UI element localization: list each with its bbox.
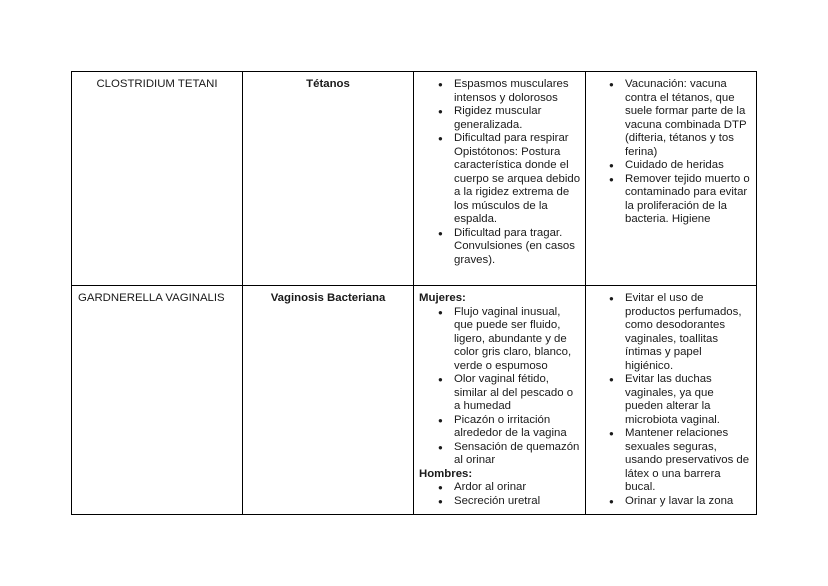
list-item: ● Orinar y lavar la zona — [625, 495, 752, 509]
organism-cell: GARDNERELLA VAGINALIS — [72, 286, 243, 515]
list-item: ● Remover tejido muerto o contaminado para evitar la proliferación de la bacteria. Higiene — [625, 173, 752, 227]
list-item: ● Dificultad para tragar. Convulsiones (en casos graves). — [454, 227, 581, 268]
symptoms-cell — [414, 72, 586, 286]
list-item: ● Picazón o irritación alrededor de la vagina — [454, 414, 581, 441]
disease-cell: Tétanos — [243, 72, 414, 286]
list-item: ● Dificultad para respirar Opistótonos: Postura característica donde el cuerpo se arquea debido a la rigidez extrema de los músculos de la espalda. — [454, 132, 581, 227]
list-item: ● Espasmos musculares intensos y dolorosos — [454, 78, 581, 105]
women-heading: Mujeres: — [419, 292, 466, 304]
disease-cell: Vaginosis Bacteriana — [243, 286, 414, 515]
disease-table — [71, 71, 757, 515]
list-item: ● Rigidez muscular generalizada. — [454, 105, 581, 132]
men-heading: Hombres: — [419, 467, 473, 480]
list-item: ● Secreción uretral — [454, 495, 581, 509]
symptoms-cell — [414, 286, 586, 515]
list-item-continuation: Opistótonos: Postura característica donde el cuerpo se arquea debido a la rigidez extrema de los músculos de la espalda. — [454, 145, 581, 225]
table-row — [72, 72, 757, 286]
list-item: ● Evitar las duchas vaginales, ya que pueden alterar la microbiota vaginal. — [625, 373, 752, 427]
organism-cell: CLOSTRIDIUM TETANI — [72, 72, 243, 286]
list-item-continuation: Convulsiones (en casos graves). — [454, 240, 575, 266]
list-item: ● Ardor al orinar — [454, 481, 581, 495]
prevention-cell — [586, 72, 757, 286]
list-item: ● Flujo vaginal inusual, que puede ser fluido, ligero, abundante y de color gris claro, blanco, verde o espumoso — [454, 306, 581, 374]
list-item: ● Sensación de quemazón al orinar — [454, 441, 581, 468]
list-item: ● Cuidado de heridas — [625, 159, 752, 173]
list-item: ● Mantener relaciones sexuales seguras, usando preservativos de látex o una barrera bucal. — [625, 427, 752, 495]
list-item: ● Olor vaginal fétido, similar al del pescado o a humedad — [454, 373, 581, 414]
prevention-cell — [586, 286, 757, 515]
list-item: ● Evitar el uso de productos perfumados, como desodorantes vaginales, toallitas íntimas y papel higiénico. — [625, 292, 752, 373]
list-item: ● Vacunación: vacuna contra el tétanos, que suele formar parte de la vacuna combinada DTP (difteria, tétanos y tos ferina) — [625, 78, 752, 159]
table-row — [72, 286, 757, 515]
